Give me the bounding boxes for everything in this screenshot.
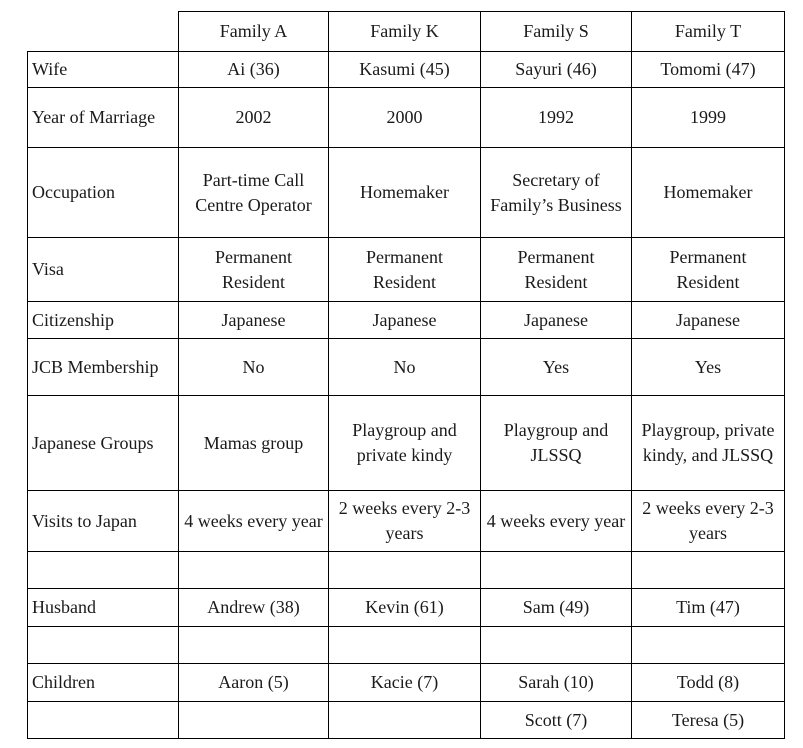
table-row — [28, 396, 785, 491]
table-row — [28, 702, 785, 739]
table-cell — [179, 552, 329, 589]
table-cell: No — [329, 339, 481, 396]
table-cell — [329, 627, 481, 664]
row-label: Children — [28, 664, 179, 702]
header-family-a: Family A — [179, 12, 329, 52]
table-row — [28, 148, 785, 238]
table-row — [28, 589, 785, 627]
table-cell: Teresa (5) — [632, 702, 785, 739]
row-label — [28, 702, 179, 739]
table-cell: Kacie (7) — [329, 664, 481, 702]
table-cell: Yes — [632, 339, 785, 396]
table-cell: Andrew (38) — [179, 589, 329, 627]
table-cell: Sayuri (46) — [481, 52, 632, 88]
table-row — [28, 627, 785, 664]
table-cell: Japanese — [179, 302, 329, 339]
table-cell: Tomomi (47) — [632, 52, 785, 88]
table-row — [28, 552, 785, 589]
table-cell: Japanese — [481, 302, 632, 339]
table-cell: Sarah (10) — [481, 664, 632, 702]
row-label: Wife — [28, 52, 179, 88]
table-cell — [481, 552, 632, 589]
row-label: Japanese Groups — [28, 396, 179, 491]
row-label — [28, 627, 179, 664]
table-cell: 1999 — [632, 88, 785, 148]
table-cell: Homemaker — [632, 148, 785, 238]
row-label: Husband — [28, 589, 179, 627]
table-row — [28, 238, 785, 302]
row-label: Year of Marriage — [28, 88, 179, 148]
table-cell — [179, 627, 329, 664]
table-cell: Kasumi (45) — [329, 52, 481, 88]
table-cell: 4 weeks every year — [481, 491, 632, 552]
table-cell — [481, 627, 632, 664]
table-cell: Ai (36) — [179, 52, 329, 88]
table-cell: No — [179, 339, 329, 396]
table-cell: Permanent Resident — [179, 238, 329, 302]
table-cell: Tim (47) — [632, 589, 785, 627]
table-cell: Playgroup and JLSSQ — [481, 396, 632, 491]
table-cell: Japanese — [329, 302, 481, 339]
table-row — [28, 88, 785, 148]
table-cell: 2002 — [179, 88, 329, 148]
table-row — [28, 491, 785, 552]
table-cell: Permanent Resident — [632, 238, 785, 302]
table-cell: 2000 — [329, 88, 481, 148]
table-cell — [179, 702, 329, 739]
table-cell: Homemaker — [329, 148, 481, 238]
table-cell: 1992 — [481, 88, 632, 148]
table-cell: Sam (49) — [481, 589, 632, 627]
table-cell: Permanent Resident — [329, 238, 481, 302]
table-cell: Playgroup and private kindy — [329, 396, 481, 491]
header-row — [28, 12, 785, 52]
row-label: Visits to Japan — [28, 491, 179, 552]
header-family-s: Family S — [481, 12, 632, 52]
table-cell: Part-time Call Centre Operator — [179, 148, 329, 238]
table-cell: Japanese — [632, 302, 785, 339]
row-label: Visa — [28, 238, 179, 302]
table-cell: 2 weeks every 2-3 years — [632, 491, 785, 552]
header-family-k: Family K — [329, 12, 481, 52]
family-comparison-table — [27, 11, 785, 739]
table-cell: 2 weeks every 2-3 years — [329, 491, 481, 552]
table-cell: Playgroup, private kindy, and JLSSQ — [632, 396, 785, 491]
table-cell: Secretary of Family’s Business — [481, 148, 632, 238]
row-label: Occupation — [28, 148, 179, 238]
table-row — [28, 302, 785, 339]
table-row — [28, 52, 785, 88]
table-cell: Todd (8) — [632, 664, 785, 702]
header-family-t: Family T — [632, 12, 785, 52]
table-cell: Kevin (61) — [329, 589, 481, 627]
row-label: JCB Membership — [28, 339, 179, 396]
table-cell: 4 weeks every year — [179, 491, 329, 552]
table-cell: Aaron (5) — [179, 664, 329, 702]
table-cell: Mamas group — [179, 396, 329, 491]
table-row — [28, 664, 785, 702]
table-cell — [632, 627, 785, 664]
corner-cell — [28, 12, 179, 52]
table-cell: Scott (7) — [481, 702, 632, 739]
table-cell: Permanent Resident — [481, 238, 632, 302]
table-cell: Yes — [481, 339, 632, 396]
row-label — [28, 552, 179, 589]
table-cell — [632, 552, 785, 589]
table-cell — [329, 702, 481, 739]
table-row — [28, 339, 785, 396]
table-cell — [329, 552, 481, 589]
row-label: Citizenship — [28, 302, 179, 339]
